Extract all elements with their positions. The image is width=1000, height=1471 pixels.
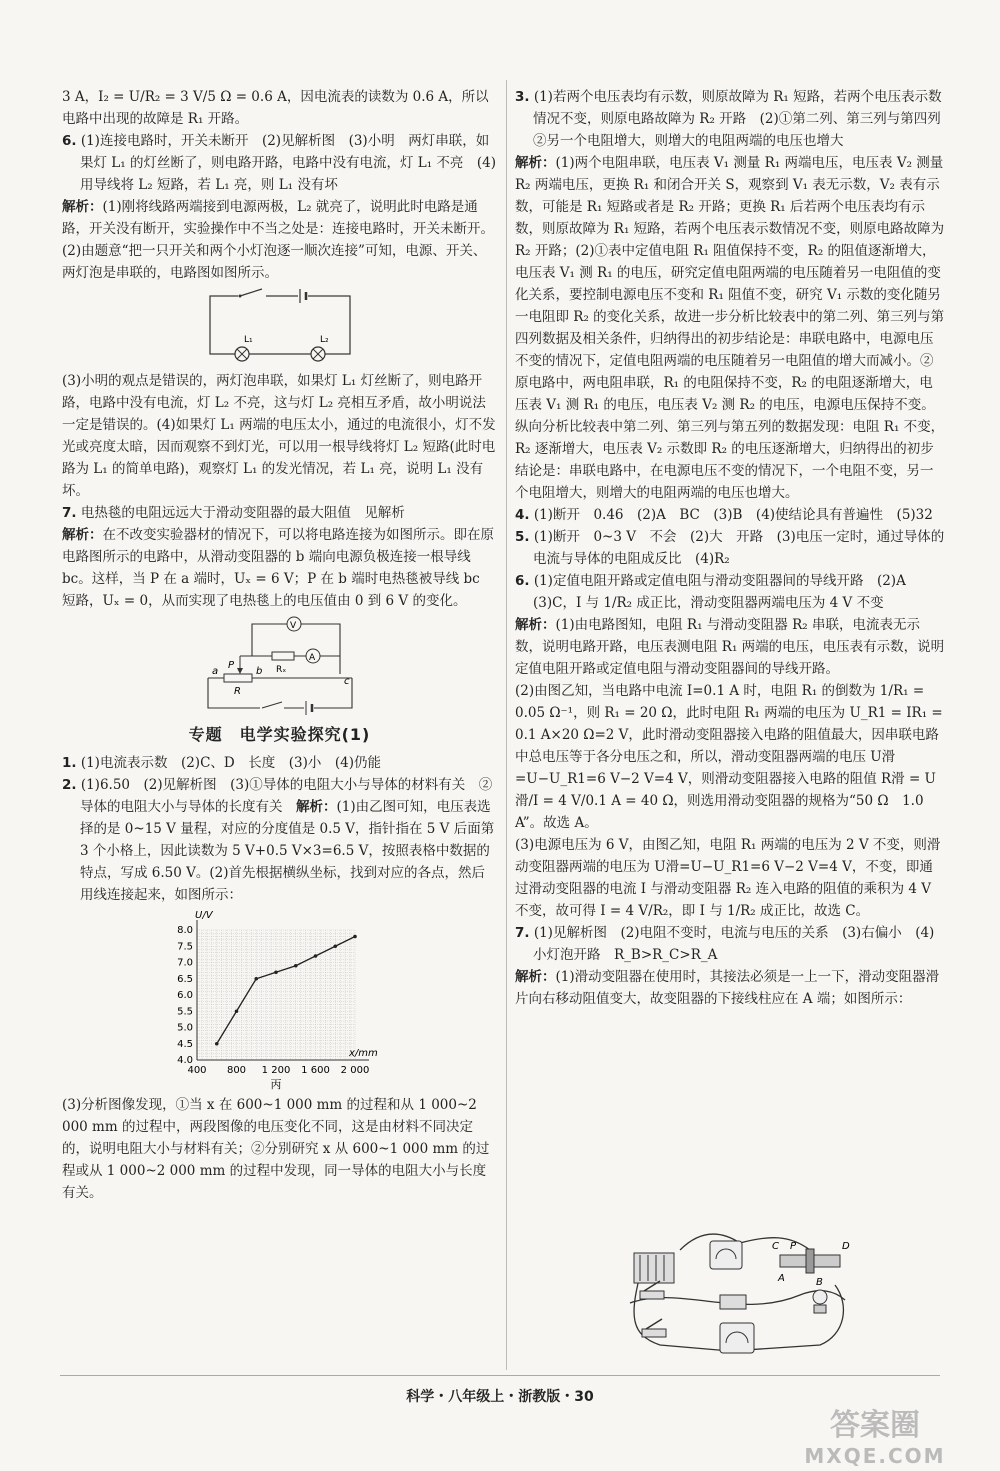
lamp-l1-label: L₁ xyxy=(243,335,253,345)
column-divider xyxy=(506,80,507,1370)
x-tick-label: 2 000 xyxy=(340,1065,369,1076)
rheostat-icon xyxy=(780,1249,840,1273)
left-column xyxy=(62,86,497,1204)
question-3-analysis: 解析：(1)两个电阻串联，电压表 V₁ 测量 R₁ 两端电压，电压表 V₂ 测量 R₂ 两端电压，更换 R₁ 和闭合开关 S，观察到 V₁ 表无示数，V₂ 表有示数，可能是 R₁ 短路或者是 R₂ 开路；更换 R₁ 后若两个电压表均有示数，则原故障为 R₁ 短路，若两个电压表示数情况不变，则原电路故障为 R₂ 开路；(2)①表中定值电阻 R₁ 阻值保持不变，R₂ 的阻值逐渐增大，电压表 V₁ 测 R₁ 的电压，研究定值电阻两端的电压随着另一电阻值的变化关系，要控制电源电压不变和 R₁ 阻值不变，研究 V₁ 示数的变化随另一电阻即 R₂ 的变化关系，故进一步分析比较表中的第二列、第三列与第四列数据及相关条件，归纳得出的初步结论是：串联电路中，电源电压不变的情况下，定值电阻两端的电压随着另一电阻值的增大而减小。②原电路中，两电阻串联，R₁ 的电阻保持不变，R₂ 的电阻逐渐增大，电压表 V₁ 测 R₁ 的电压，电压表 V₂ 测 R₂ 的电压，电源电压保持不变。纵向分析比较表中第二列、第三列与第五列的数据发现：电阻 R₁ 不变，R₂ 逐渐增大，电压表 V₂ 示数即 R₂ 的电压逐渐增大，归纳得出的初步结论是：串联电路中，在电源电压不变的情况下，一个电阻不变，另一个电阻增大，则增大的电阻两端的电压也增大。 xyxy=(515,155,945,501)
y-tick-label: 5.5 xyxy=(176,1006,193,1018)
switch-icon xyxy=(640,1281,664,1299)
battery-icon xyxy=(634,1253,674,1283)
data-point xyxy=(293,964,297,968)
question-3: 3. (1)若两个电压表均有示数，则原故障为 R₁ 短路，若两个电压表示数情况不变，则原电路故障为 R₂ 开路 (2)①第二列、第三列与第四列 ②另一个电阻增大，则增大的电阻两端的电压也增大 xyxy=(515,89,955,149)
data-point xyxy=(254,977,258,981)
question-7-analysis: 解析：在不改变实验器材的情况下，可以将电路连接为如图所示。即在原电路图所示的电路中，从滑动变阻器的 b 端向电源负极连接一根导线 bc。这样，当 P 在 a 端时，Uₓ = 6 V；P 在 b 端时电热毯被导线 bc 短路，Uₓ = 0，从而实现了电热毯上的电压值由 0 到 6 V 的变化。 xyxy=(62,527,494,609)
question-6-right-analysis-3: (3)电源电压为 6 V，由图乙知，电阻 R₁ 两端的电压为 2 V 不变，则滑动变阻器两端的电压为 U滑=U−U_R1=6 V−2 V=4 V，不变，即通过滑动变阻器的电流 I 与滑动变阻器 R₂ 连入电路的阻值的乘积为 4 V 不变，故可得 I = 4 V/R₂，即 I 与 1/R₂ 成正比，故选 C。 xyxy=(515,837,941,919)
question-6-right: 6. (1)定值电阻开路或定值电阻与滑动变阻器间的导线开路 (2)A (3)C，I 与 1/R₂ 成正比，滑动变阻器两端电压为 4 V 不变 xyxy=(515,573,920,611)
y-tick-label: 8.0 xyxy=(176,925,193,936)
question-7: 7. 电热毯的电阻远远大于滑动变阻器的最大阻值 见解析 xyxy=(62,505,405,521)
data-point xyxy=(353,935,357,939)
question-7-right: 7. (1)见解析图 (2)电阻不变时，电流与电压的关系 (3)右偏小 (4)小灯泡开路 R_B>R_C>R_A xyxy=(515,925,935,963)
terminal-d-label: D xyxy=(842,1241,850,1252)
question-6-right-analysis: 解析：(1)由电路图知，电阻 R₁ 与滑动变阻器 R₂ 串联，电流表无示数，说明电路开路，电压表测电阻 R₁ 两端的电压，电压表有示数，说明定值电阻开路或定值电阻与滑动变阻器间的导线开路。 xyxy=(515,617,945,677)
switch-icon xyxy=(642,1319,666,1337)
lamp-l2-label: L₂ xyxy=(319,335,329,345)
answer-continuation: 3 A，I₂ = U/R₂ = 3 V/5 Ω = 0.6 A，因电流表的读数为 0.6 A，所以电路中出现的故障是 R₁ 开路。 xyxy=(62,89,489,127)
voltage-length-chart xyxy=(165,910,395,1090)
y-tick-label: 7.0 xyxy=(176,957,193,969)
footer-rule xyxy=(60,1375,940,1376)
rheostat-circuit-figure xyxy=(200,616,360,716)
question-4: 4. (1)断开 0.46 (2)A BC (3)B (4)使结论具有普遍性 (5)32 xyxy=(515,507,933,523)
question-7-right-analysis: 解析：(1)滑动变阻器在使用时，其接法必须是一上一下，滑动变阻器滑片向右移动阻值变大，故变阻器的下接线柱应在 A 端；如图所示： xyxy=(515,969,940,1007)
watermark-logo: 答案圈 MXQE.COM xyxy=(804,1408,946,1468)
x-tick-label: 1 600 xyxy=(300,1065,330,1076)
y-tick-label: 4.0 xyxy=(176,1055,193,1066)
resistor-icon xyxy=(720,1295,746,1309)
section-question-1: 1. (1)电流表示数 (2)C、D 长度 (3)小 (4)仍能 xyxy=(62,755,381,771)
question-6: 6. (1)连接电路时，开关未断开 (2)见解析图 (3)小明 两灯串联，如果灯 L₁ 的灯丝断了，则电路开路，电路中没有电流，灯 L₁ 不亮 (4)用导线将 L₂ 短路，若 L₁ 亮，则 L₁ 没有坏 xyxy=(62,133,497,193)
page-footer: 科学・八年级上・浙教版・30 xyxy=(406,1389,594,1405)
x-tick-label: 400 xyxy=(186,1065,207,1076)
ammeter-label: A xyxy=(308,653,315,663)
end-b-label: b xyxy=(255,666,262,677)
ammeter-icon xyxy=(710,1241,742,1269)
x-axis-label: x/mm xyxy=(348,1048,378,1059)
section-question-2: 2. (1)6.50 (2)见解析图 (3)①导体的电阻大小与导体的材料有关 ②导体的电阻大小与导体的长度有关 解析：(1)由乙图可知，电压表选择的是 0~15 V 量程，对应的分度值是 0.5 V，指针指在 5 V 后面第 3 个小格上，因此读数为 5 V+0.5 V×3=6.5 V，按照表格中数据的特点，写成 6.50 V。(2)首先根据横纵坐标，找到对应的各点，然后用线连接起来，如图所示： xyxy=(62,777,495,903)
section-question-2-analysis-cont: (3)分析图像发现，①当 x 在 600~1 000 mm 的过程和从 1 000~2 000 mm 的过程中，两段图像的电压变化不同，这是由材料不同决定的，说明电阻大小与材料有关；②分别研究 x 从 600~1 000 mm 的过程或从 1 000~2 000 mm 的过程中发现，同一导体的电阻大小与长度有关。 xyxy=(62,1097,490,1201)
right-column xyxy=(515,86,955,1010)
physical-circuit-figure xyxy=(620,1225,865,1360)
end-c-label: c xyxy=(343,676,349,687)
question-6-analysis-cont: (3)小明的观点是错误的，两灯泡串联，如果灯 L₁ 灯丝断了，则电路开路，电路中没有电流，灯 L₂ 不亮，这与灯 L₂ 亮相互矛盾，故小明说法一定是错误的。(4)如果灯 L₁ 两端的电压太小，通过的电流很小，灯不发光或亮度太暗，因而观察不到灯光，可以用一根导线将灯 L₂ 短路(此时电路为 L₁ 的简单电路)，观察灯 L₁ 的发光情况，若 L₁ 亮，说明 L₁ 没有坏。 xyxy=(62,373,496,499)
section-title: 专题 电学实验探究(1) xyxy=(188,725,371,744)
voltmeter-icon xyxy=(720,1323,754,1353)
voltmeter-label: V xyxy=(289,621,296,631)
end-a-label: a xyxy=(211,666,218,677)
question-6-analysis: 解析：(1)刚将线路两端接到电源两极，L₂ 就亮了，说明此时电路是通路，开关没有断开，实验操作中不当之处是：连接电路时，开关未断开。(2)由题意“把一只开关和两个小灯泡逐一顺次连接”可知，电源、开关、两灯泡是串联的，电路图如图所示。 xyxy=(62,199,494,281)
x-tick-label: 1 200 xyxy=(261,1065,290,1076)
data-point xyxy=(313,954,317,958)
terminal-b-label: B xyxy=(816,1277,823,1288)
question-5: 5. (1)断开 0~3 V 不会 (2)大 开路 (3)电压一定时，通过导体的电流与导体的电阻成反比 (4)R₂ xyxy=(515,529,945,567)
data-point xyxy=(214,1042,218,1046)
terminal-p-label: P xyxy=(790,1241,797,1252)
y-axis-label: U/V xyxy=(194,910,213,921)
x-tick-label: 800 xyxy=(226,1065,246,1076)
y-tick-label: 7.5 xyxy=(176,941,193,953)
data-point xyxy=(333,944,337,948)
rheostat-label: R xyxy=(233,686,241,697)
slider-p-label: P xyxy=(227,660,234,671)
bulb-icon xyxy=(813,1290,827,1313)
y-tick-label: 6.0 xyxy=(176,990,193,1001)
y-tick-label: 6.5 xyxy=(176,973,193,985)
series-circuit-figure xyxy=(200,288,360,366)
question-6-right-analysis-2: (2)由图乙知，当电路中电流 I=0.1 A 时，电阻 R₁ 的倒数为 1/R₁ = 0.05 Ω⁻¹，则 R₁ = 20 Ω，此时电阻 R₁ 两端的电压为 U_R1 = IR₁ = 0.1 A×20 Ω=2 V，此时滑动变阻器接入电路的阻值最大，因串联电路中总电压等于各分电压之和，所以，滑动变阻器两端的电压 U滑=U−U_R1=6 V−2 V=4 V，则滑动变阻器接入电路的阻值 R滑 = U滑/I = 4 V/0.1 A = 40 Ω，则选用滑动变阻器的规格为“50 Ω 1.0 A”。故选 A。 xyxy=(515,683,943,831)
rx-label: Rₓ xyxy=(275,665,286,675)
y-tick-label: 5.0 xyxy=(176,1022,193,1034)
y-tick-label: 4.5 xyxy=(176,1038,193,1050)
data-point xyxy=(274,970,278,974)
terminal-c-label: C xyxy=(772,1241,779,1252)
chart-caption: 丙 xyxy=(270,1078,281,1090)
data-point xyxy=(234,1009,238,1013)
terminal-a-label: A xyxy=(778,1273,785,1284)
